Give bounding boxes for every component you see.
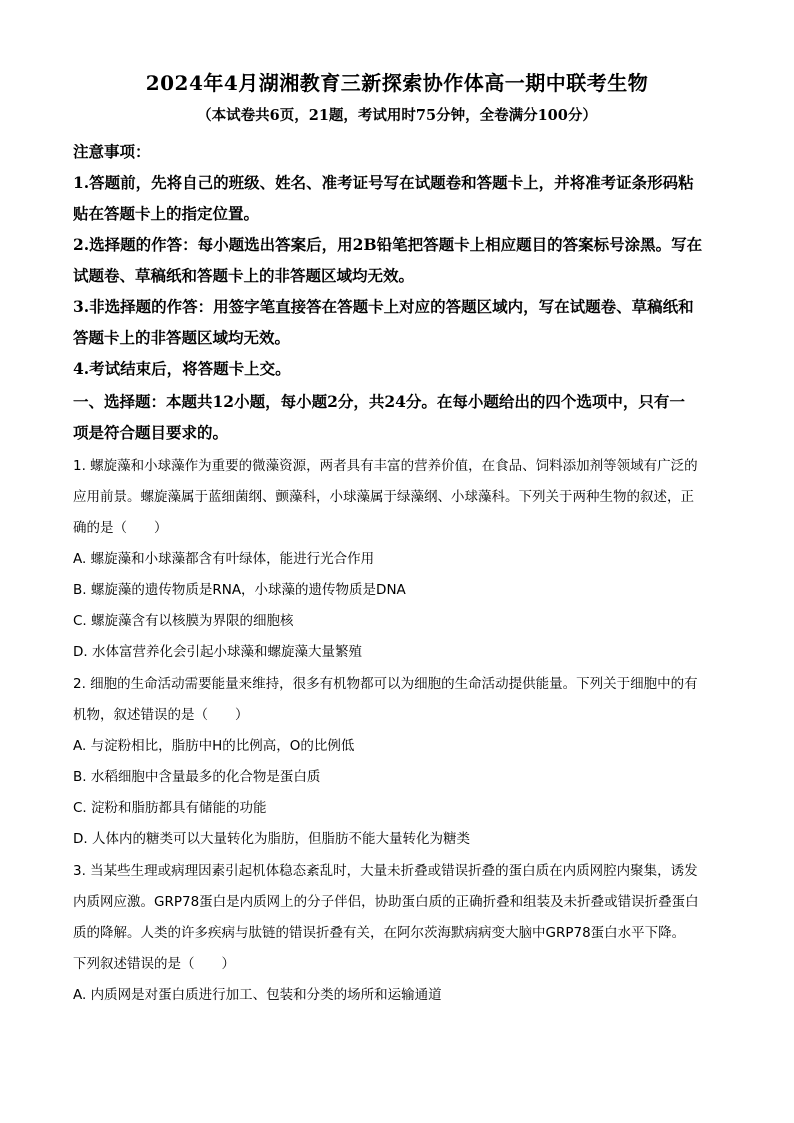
section-heading: 一、选择题：本题共12小题，每小题2分，共24分。在每小题给出的四个选项中，只有一: [73, 392, 685, 411]
notice-line: 4.考试结束后，将答题卡上交。: [73, 359, 291, 378]
question-option: B. 水稻细胞中含量最多的化合物是蛋白质: [73, 769, 321, 785]
question-text: 2. 细胞的生命活动需要能量来维持，很多有机物都可以为细胞的生命活动提供能量。下列关于细胞中的有: [73, 676, 698, 692]
notice-line: 试题卷、草稿纸和答题卡上的非答题区域均无效。: [73, 266, 415, 285]
notice-line: 2.选择题的作答：每小题选出答案后，用2B铅笔把答题卡上相应题目的答案标号涂黑。写在: [73, 235, 703, 254]
question-option: B. 螺旋藻的遗传物质是RNA，小球藻的遗传物质是DNA: [73, 582, 406, 598]
question-text: 应用前景。螺旋藻属于蓝细菌纲、颤藻科，小球藻属于绿藻纲、小球藻科。下列关于两种生物的叙述，正: [73, 489, 694, 505]
question-text: 内质网应激。GRP78蛋白是内质网上的分子伴侣，协助蛋白质的正确折叠和组装及未折叠或错误折叠蛋白: [73, 894, 699, 910]
question-text: 质的降解。人类的许多疾病与肽链的错误折叠有关，在阿尔茨海默病病变大脑中GRP78蛋白水平下降。: [73, 925, 686, 941]
question-option: A. 内质网是对蛋白质进行加工、包装和分类的场所和运输通道: [73, 987, 442, 1003]
section-heading: 项是符合题目要求的。: [73, 423, 229, 442]
question-text: 机物，叙述错误的是（ ）: [73, 707, 249, 723]
question-text: 确的是（ ）: [73, 520, 168, 536]
notice-heading: 注意事项：: [73, 142, 151, 161]
question-option: D. 人体内的糖类可以大量转化为脂肪，但脂肪不能大量转化为糖类: [73, 831, 470, 847]
question-option: A. 螺旋藻和小球藻都含有叶绿体，能进行光合作用: [73, 551, 375, 567]
notice-line: 答题卡上的非答题区域均无效。: [73, 328, 291, 347]
notice-line: 贴在答题卡上的指定位置。: [73, 204, 260, 223]
question-option: A. 与淀粉相比，脂肪中H的比例高，O的比例低: [73, 738, 355, 754]
question-option: D. 水体富营养化会引起小球藻和螺旋藻大量繁殖: [73, 644, 362, 660]
question-option: C. 螺旋藻含有以核膜为界限的细胞核: [73, 613, 294, 629]
page-title: 2024年4月湖湘教育三新探索协作体高一期中联考生物: [145, 71, 649, 95]
question-option: C. 淀粉和脂肪都具有储能的功能: [73, 800, 267, 816]
exam-info-subtitle: （本试卷共6页，21题，考试用时75分钟，全卷满分100分）: [197, 107, 597, 124]
notice-line: 1.答题前，先将自己的班级、姓名、准考证号写在试题卷和答题卡上，并将准考证条形码粘: [73, 173, 694, 192]
question-text: 1. 螺旋藻和小球藻作为重要的微藻资源，两者具有丰富的营养价值，在食品、饲料添加剂等领域有广泛的: [73, 458, 698, 474]
notice-line: 3.非选择题的作答：用签字笔直接答在答题卡上对应的答题区域内，写在试题卷、草稿纸和: [73, 297, 694, 316]
question-text: 下列叙述错误的是（ ）: [73, 956, 235, 972]
question-text: 3. 当某些生理或病理因素引起机体稳态紊乱时，大量未折叠或错误折叠的蛋白质在内质网腔内聚集，诱发: [73, 863, 698, 879]
